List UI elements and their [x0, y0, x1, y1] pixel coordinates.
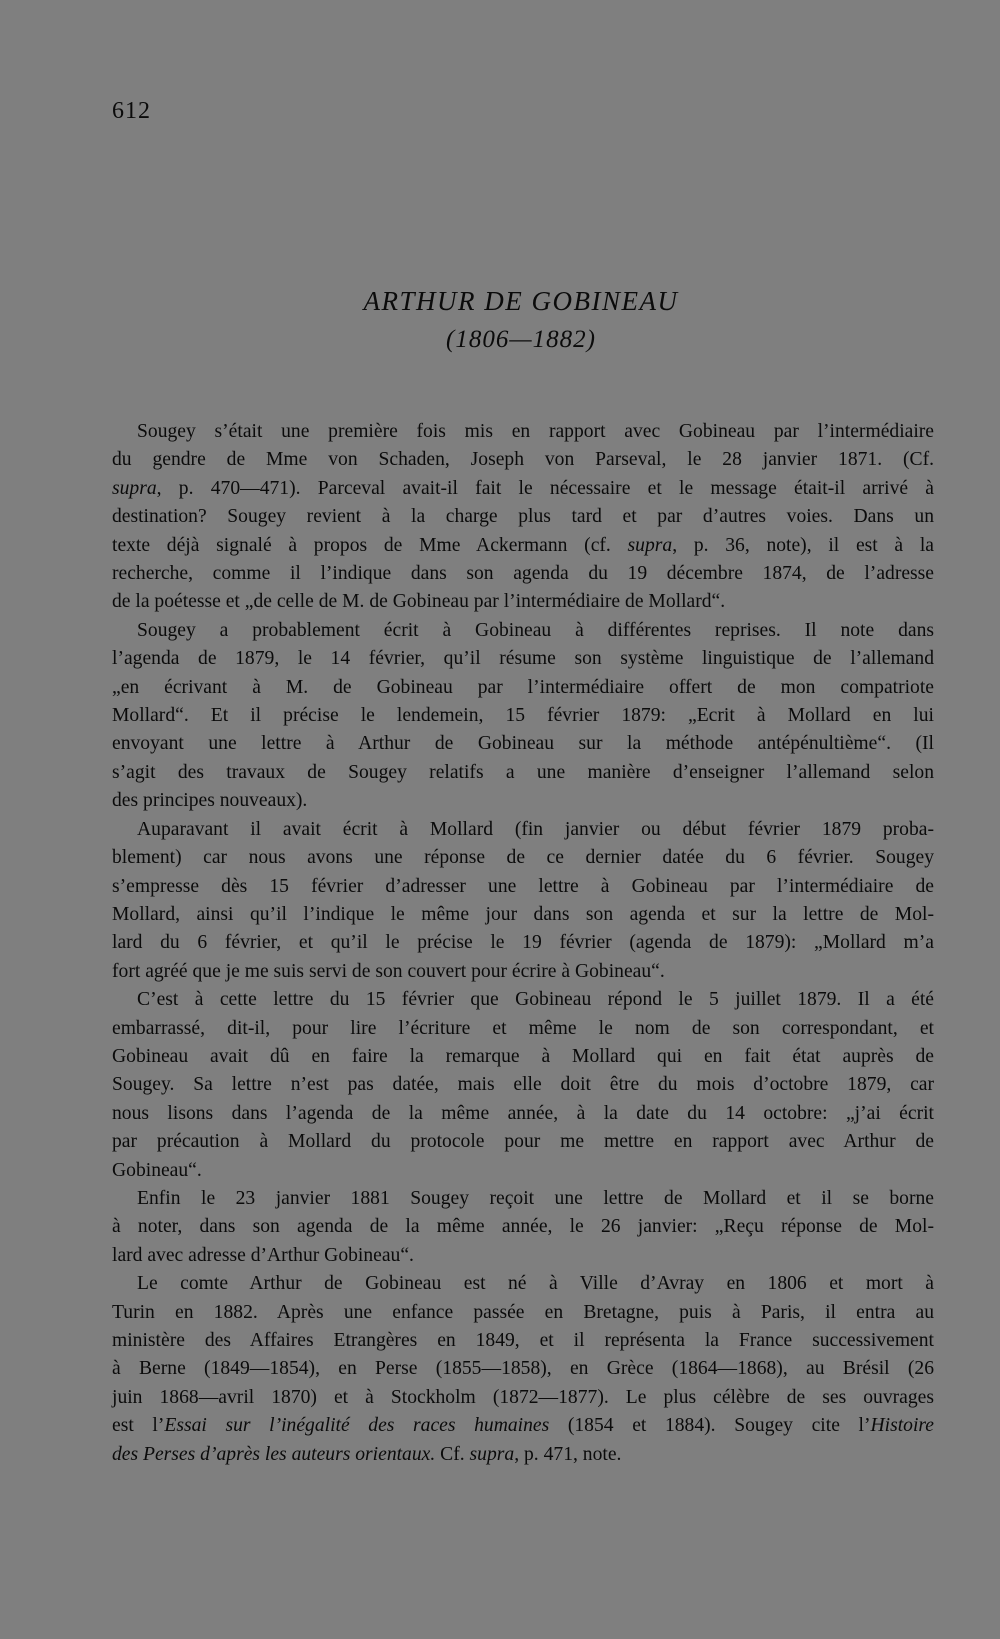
chapter-title: ARTHUR DE GOBINEAU: [363, 286, 679, 316]
text-run: Turin en 1882. Après une enfance passée en Bretagne, puis à Paris, il entra au: [112, 1301, 934, 1323]
text-line: [112, 588, 934, 616]
paragraph: [112, 1185, 934, 1270]
text-run: , p. 471, note.: [514, 1443, 622, 1465]
body-text: [112, 418, 934, 1469]
chapter-dates: (1806—1882): [446, 326, 596, 353]
text-run: Mollard“. Et il précise le lendemein, 15 février 1879: „Ecrit à Mollard en lui: [112, 705, 934, 727]
text-line: [112, 816, 934, 844]
text-run: blement) car nous avons une réponse de ce dernier datée du 6 février. Sougey: [112, 847, 934, 869]
text-run: C’est à cette lettre du 15 février que Gobineau répond le 5 juillet 1879. Il a été: [137, 989, 934, 1011]
italic-text: supra: [112, 477, 157, 499]
text-line: [112, 560, 934, 588]
text-line: [112, 730, 934, 758]
text-run: destination? Sougey revient à la charge plus tard et par d’autres voies. Dans un: [112, 506, 934, 528]
italic-text: supra: [469, 1443, 515, 1465]
text-line: [112, 617, 934, 645]
text-line: [112, 674, 934, 702]
text-run: par précaution à Mollard du protocole pour me mettre en rapport avec Arthur de: [112, 1131, 934, 1153]
text-line: [112, 503, 934, 531]
paragraph: [112, 816, 934, 986]
text-line: [112, 1270, 934, 1298]
text-line: [112, 446, 934, 474]
italic-text: des Perses d’après les auteurs orientaux.: [112, 1443, 436, 1465]
text-run: Mollard, ainsi qu’il l’indique le même jour dans son agenda et sur la lettre de Mol-: [112, 903, 934, 925]
text-run: du gendre de Mme von Schaden, Joseph von Parseval, le 28 janvier 1871. (Cf.: [112, 449, 934, 471]
text-run: à noter, dans son agenda de la même année, le 26 janvier: „Reçu réponse de Mol-: [112, 1216, 934, 1238]
text-run: Auparavant il avait écrit à Mollard (fin janvier ou début février 1879 proba-: [137, 818, 934, 840]
text-run: l’agenda de 1879, le 14 février, qu’il résume son système linguistique de l’allemand: [112, 648, 934, 670]
text-line: [112, 901, 934, 929]
italic-text: Essai sur l’inégalité des races humaines: [164, 1415, 550, 1437]
paragraph: [112, 1270, 934, 1469]
text-run: envoyant une lettre à Arthur de Gobineau sur la méthode antépénultième“. (Il: [112, 733, 934, 755]
text-run: (1854 et 1884). Sougey cite l’: [549, 1415, 871, 1437]
text-line: [112, 986, 934, 1014]
text-run: est l’: [112, 1415, 165, 1437]
text-line: [112, 929, 934, 957]
text-line: [112, 1128, 934, 1156]
text-run: lard avec adresse d’Arthur Gobineau“.: [112, 1244, 414, 1266]
paragraph: [112, 418, 934, 617]
text-line: [112, 532, 934, 560]
text-run: recherche, comme il l’indique dans son agenda du 19 décembre 1874, de l’adresse: [112, 563, 934, 585]
italic-text: Histoire: [870, 1415, 934, 1437]
text-line: [112, 759, 934, 787]
text-line: [112, 1327, 934, 1355]
text-line: [112, 1071, 934, 1099]
text-run: s’empresse dès 15 février d’adresser une lettre à Gobineau par l’intermédiaire de: [112, 875, 934, 897]
text-run: ministère des Affaires Etrangères en 1849, et il représenta la France successivement: [112, 1330, 934, 1351]
text-line: [112, 1185, 934, 1213]
text-run: fort agréé que je me suis servi de son couvert pour écrire à Gobineau“.: [112, 960, 665, 982]
text-line: [112, 1157, 934, 1185]
text-line: [112, 1015, 934, 1043]
text-line: [112, 1441, 934, 1469]
text-line: [112, 873, 934, 901]
text-line: [112, 1242, 934, 1270]
text-run: des principes nouveaux).: [112, 790, 308, 812]
text-line: [112, 1384, 934, 1412]
text-run: nous lisons dans l’agenda de la même année, à la date du 14 octobre: „j’ai écrit: [112, 1102, 934, 1124]
text-run: à Berne (1849—1854), en Perse (1855—1858), en Grèce (1864—1868), au Brésil (26: [112, 1358, 934, 1380]
text-run: Sougey. Sa lettre n’est pas datée, mais elle doit être du mois d’octobre 1879, car: [112, 1074, 934, 1096]
text-run: de la poétesse et „de celle de M. de Gobineau par l’intermédiaire de Mollard“.: [112, 591, 726, 613]
text-run: Gobineau avait dû en faire la remarque à Mollard qui en fait état auprès de: [112, 1045, 934, 1067]
text-line: [112, 1100, 934, 1128]
text-run: embarrassé, dit-il, pour lire l’écriture et même le nom de son correspondant, et: [112, 1017, 934, 1039]
text-run: „en écrivant à M. de Gobineau par l’intermédiaire offert de mon compatriote: [112, 676, 934, 698]
text-run: texte déjà signalé à propos de Mme Ackermann (cf.: [112, 534, 628, 556]
text-line: [112, 475, 934, 503]
text-line: [112, 958, 934, 986]
text-line: [112, 418, 934, 446]
text-run: s’agit des travaux de Sougey relatifs a une manière d’enseigner l’allemand selon: [112, 761, 934, 783]
text-line: [112, 1043, 934, 1071]
text-line: [112, 787, 934, 815]
text-line: [112, 844, 934, 872]
text-line: [112, 1299, 934, 1327]
text-run: Cf.: [435, 1443, 470, 1465]
text-run: , p. 470—471). Parceval avait-il fait le nécessaire et le message était-il arrivé à: [156, 477, 934, 499]
text-run: , p. 36, note), il est à la: [672, 534, 934, 556]
text-line: [112, 702, 934, 730]
text-run: juin 1868—avril 1870) et à Stockholm (1872—1877). Le plus célèbre de ses ouvrages: [112, 1386, 934, 1408]
text-run: Gobineau“.: [112, 1159, 202, 1181]
text-line: [112, 1412, 934, 1440]
paragraph: [112, 617, 934, 816]
text-line: [112, 1355, 934, 1383]
text-run: Le comte Arthur de Gobineau est né à Ville d’Avray en 1806 et mort à: [137, 1273, 934, 1295]
paragraph: [112, 986, 934, 1185]
text-run: Sougey s’était une première fois mis en rapport avec Gobineau par l’intermédiaire: [137, 421, 934, 442]
text-run: Enfin le 23 janvier 1881 Sougey reçoit une lettre de Mollard et il se borne: [137, 1187, 934, 1209]
text-run: Sougey a probablement écrit à Gobineau à différentes reprises. Il note dans: [137, 619, 934, 641]
text-line: [112, 1213, 934, 1241]
text-run: lard du 6 février, et qu’il le précise le 19 février (agenda de 1879): „Mollard m’a: [112, 932, 934, 954]
text-line: [112, 645, 934, 673]
italic-text: supra: [627, 534, 673, 556]
page-number: 612: [112, 98, 151, 124]
